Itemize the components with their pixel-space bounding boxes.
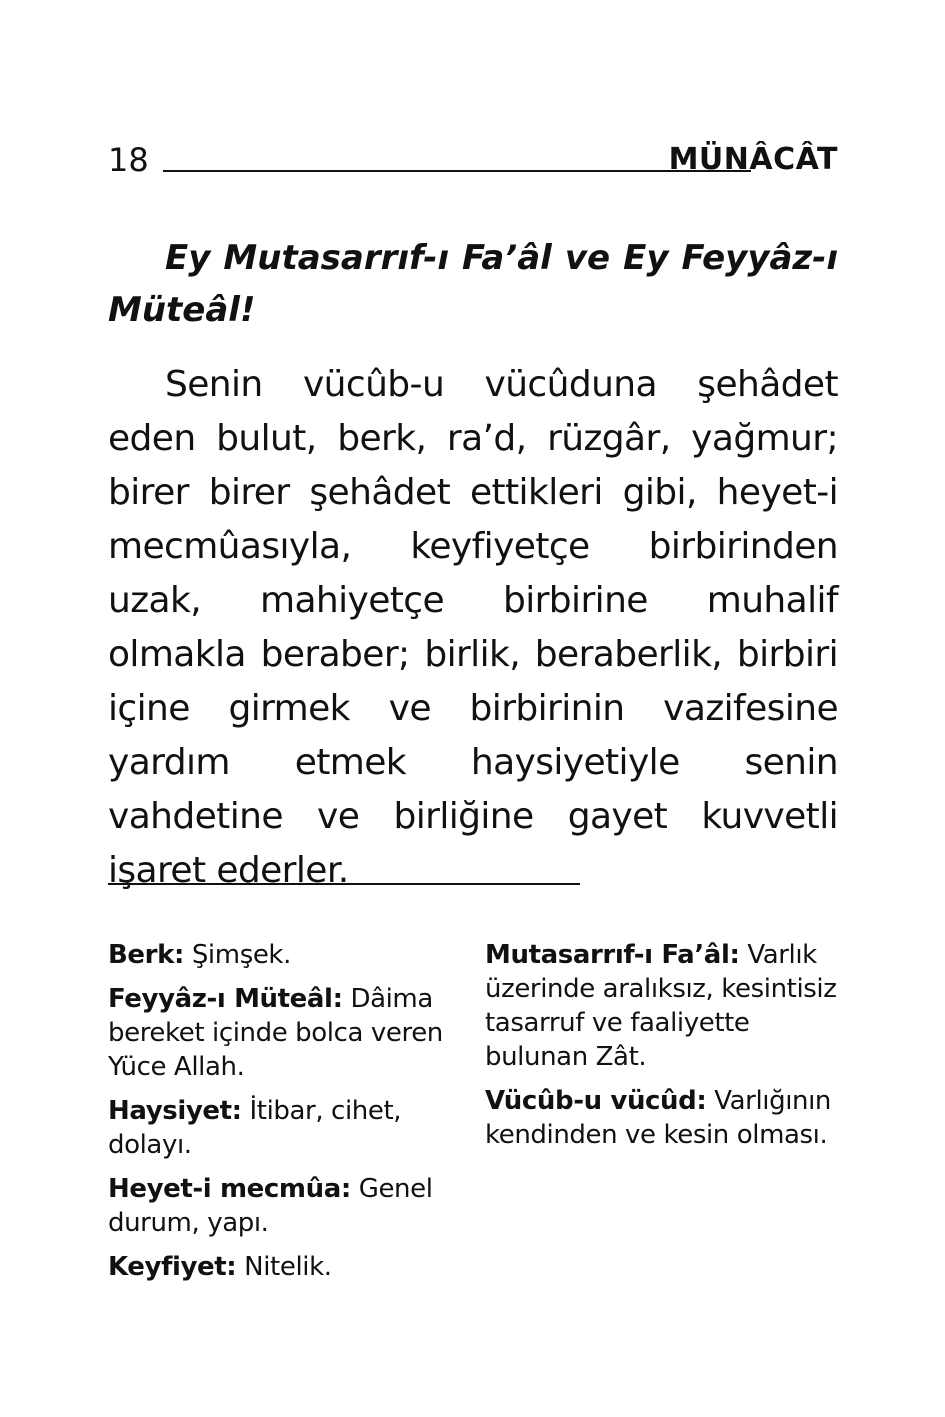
glossary-entry	[108, 982, 468, 1084]
section-heading: Ey Mutasarrıf-ı Fa’âl ve Ey Feyyâz-ı Müteâl!	[108, 238, 838, 330]
glossary-definition: Nitelik.	[236, 1252, 332, 1282]
glossary-definition: İtibar, cihet, dolayı.	[108, 1096, 402, 1160]
glossary-definition: Dâima bereket içinde bolca veren Yüce Allah.	[108, 984, 443, 1082]
glossary-entry	[485, 1084, 840, 1152]
glossary-right-column	[485, 938, 840, 1162]
glossary-term: Mutasarrıf-ı Fa’âl:	[485, 940, 740, 970]
page-header	[108, 138, 838, 182]
footnote-divider	[108, 883, 580, 885]
glossary-entry	[108, 1172, 468, 1240]
glossary-entry	[108, 938, 468, 972]
glossary-definition: Genel durum, yapı.	[108, 1174, 433, 1238]
glossary-definition: Varlığının kendinden ve kesin olması.	[485, 1086, 832, 1150]
glossary-term: Haysiyet:	[108, 1096, 242, 1126]
glossary-term: Heyet-i mecmûa:	[108, 1174, 351, 1204]
glossary-term: Vücûb-u vücûd:	[485, 1086, 707, 1116]
book-title: MÜNÂCÂT	[668, 142, 838, 177]
page-number: 18	[108, 141, 149, 179]
body-paragraph: Senin vücûb-u vücûduna şehâdet eden bulut, berk, ra’d, rüzgâr, yağmur; birer birer şehâdet ettikleri gibi, heyet-i mecmûasıyla, keyfiyetçe birbirinden uzak, mahiyetçe birbirine muhalif olmakla beraber; birlik, beraberlik, birbiri içine girmek ve birbirinin vazifesine yardım etmek haysiyetiyle senin vahdetine ve birliğine gayet kuvvetli işaret ederler.	[108, 364, 838, 891]
glossary-term: Feyyâz-ı Müteâl:	[108, 984, 343, 1014]
header-rule	[163, 170, 751, 172]
glossary-definition: Varlık üzerinde aralıksız, kesintisiz tasarruf ve faaliyette bulunan Zât.	[485, 940, 837, 1072]
glossary-term: Keyfiyet:	[108, 1252, 237, 1282]
glossary-term: Berk:	[108, 940, 184, 970]
glossary-entry	[108, 1250, 468, 1284]
glossary-left-column	[108, 938, 468, 1294]
glossary-definition: Şimşek.	[183, 940, 291, 970]
glossary-entry	[108, 1094, 468, 1162]
glossary-entry	[485, 938, 840, 1074]
